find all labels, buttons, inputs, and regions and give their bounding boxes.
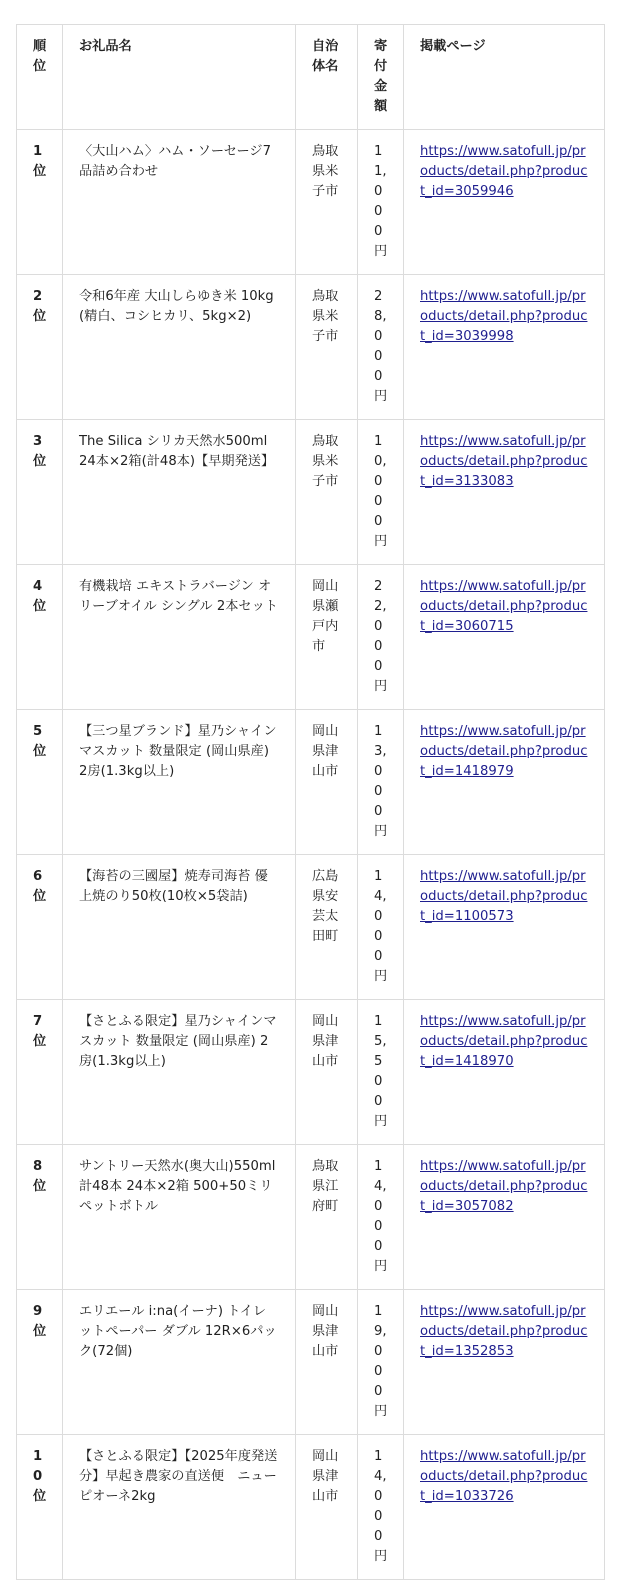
product-link[interactable]: https://www.satofull.jp/products/detail.php?product_id=3059946 [420,144,588,199]
item-name-cell: サントリー天然水(奥大山)550ml 計48本 24本×2箱 500+50ミリペットボトル [63,1145,296,1290]
table-row [17,710,605,855]
page-cell [404,275,605,420]
municipality-cell: 岡山県津山市 [296,1435,358,1580]
header-rank: 順位 [17,25,63,130]
page-cell [404,565,605,710]
ranking-table-container [16,24,605,1580]
amount-cell: 10,000円 [358,420,404,565]
header-municipality: 自治体名 [296,25,358,130]
municipality-cell: 鳥取県米子市 [296,275,358,420]
rank-cell: 10位 [17,1435,63,1580]
table-row [17,1145,605,1290]
page-cell [404,1145,605,1290]
table-row [17,1435,605,1580]
product-link[interactable]: https://www.satofull.jp/products/detail.php?product_id=1033726 [420,1449,588,1504]
table-row [17,565,605,710]
table-row [17,855,605,1000]
table-row [17,275,605,420]
amount-cell: 28,000円 [358,275,404,420]
item-name-cell: 〈大山ハム〉ハム・ソーセージ7品詰め合わせ [63,130,296,275]
header-page: 掲載ページ [404,25,605,130]
amount-cell: 22,000円 [358,565,404,710]
rank-cell: 6位 [17,855,63,1000]
municipality-cell: 岡山県津山市 [296,710,358,855]
item-name-cell: 【海苔の三國屋】焼寿司海苔 優上焼のり50枚(10枚×5袋詰) [63,855,296,1000]
product-link[interactable]: https://www.satofull.jp/products/detail.php?product_id=3133083 [420,434,588,489]
municipality-cell: 岡山県津山市 [296,1000,358,1145]
item-name-cell: 【さとふる限定】星乃シャインマスカット 数量限定 (岡山県産) 2房(1.3kg以上) [63,1000,296,1145]
page-cell [404,710,605,855]
table-row [17,420,605,565]
product-link[interactable]: https://www.satofull.jp/products/detail.php?product_id=3060715 [420,579,588,634]
amount-cell: 11,000円 [358,130,404,275]
item-name-cell: 【さとふる限定】【2025年度発送分】早起き農家の直送便 ニューピオーネ2kg [63,1435,296,1580]
item-name-cell: The Silica シリカ天然水500ml 24本×2箱(計48本)【早期発送】 [63,420,296,565]
municipality-cell: 岡山県津山市 [296,1290,358,1435]
amount-cell: 13,000円 [358,710,404,855]
amount-cell: 15,500円 [358,1000,404,1145]
table-row [17,130,605,275]
amount-cell: 19,000円 [358,1290,404,1435]
header-item-name: お礼品名 [63,25,296,130]
municipality-cell: 広島県安芸太田町 [296,855,358,1000]
item-name-cell: 【三つ星ブランド】星乃シャインマスカット 数量限定 (岡山県産) 2房(1.3kg以上) [63,710,296,855]
amount-cell: 14,000円 [358,1145,404,1290]
municipality-cell: 鳥取県江府町 [296,1145,358,1290]
item-name-cell: エリエール i:na(イーナ) トイレットペーパー ダブル 12R×6パック(72個) [63,1290,296,1435]
table-header-row [17,25,605,130]
product-link[interactable]: https://www.satofull.jp/products/detail.php?product_id=1418979 [420,724,588,779]
rank-cell: 2位 [17,275,63,420]
rank-cell: 5位 [17,710,63,855]
header-amount: 寄付金額 [358,25,404,130]
product-link[interactable]: https://www.satofull.jp/products/detail.php?product_id=1100573 [420,869,588,924]
rank-cell: 1位 [17,130,63,275]
amount-cell: 14,000円 [358,1435,404,1580]
municipality-cell: 鳥取県米子市 [296,420,358,565]
page-cell [404,130,605,275]
municipality-cell: 岡山県瀬戸内市 [296,565,358,710]
item-name-cell: 令和6年産 大山しらゆき米 10kg(精白、コシヒカリ、5kg×2) [63,275,296,420]
rank-cell: 8位 [17,1145,63,1290]
rank-cell: 4位 [17,565,63,710]
municipality-cell: 鳥取県米子市 [296,130,358,275]
table-row [17,1290,605,1435]
product-link[interactable]: https://www.satofull.jp/products/detail.php?product_id=3057082 [420,1159,588,1214]
page-cell [404,1435,605,1580]
page-cell [404,1290,605,1435]
rank-cell: 7位 [17,1000,63,1145]
product-link[interactable]: https://www.satofull.jp/products/detail.php?product_id=1352853 [420,1304,588,1359]
page-cell [404,855,605,1000]
table-row [17,1000,605,1145]
ranking-table [16,24,605,1580]
amount-cell: 14,000円 [358,855,404,1000]
product-link[interactable]: https://www.satofull.jp/products/detail.php?product_id=1418970 [420,1014,588,1069]
rank-cell: 9位 [17,1290,63,1435]
item-name-cell: 有機栽培 エキストラバージン オリーブオイル シングル 2本セット [63,565,296,710]
page-cell [404,420,605,565]
rank-cell: 3位 [17,420,63,565]
page-cell [404,1000,605,1145]
product-link[interactable]: https://www.satofull.jp/products/detail.php?product_id=3039998 [420,289,588,344]
